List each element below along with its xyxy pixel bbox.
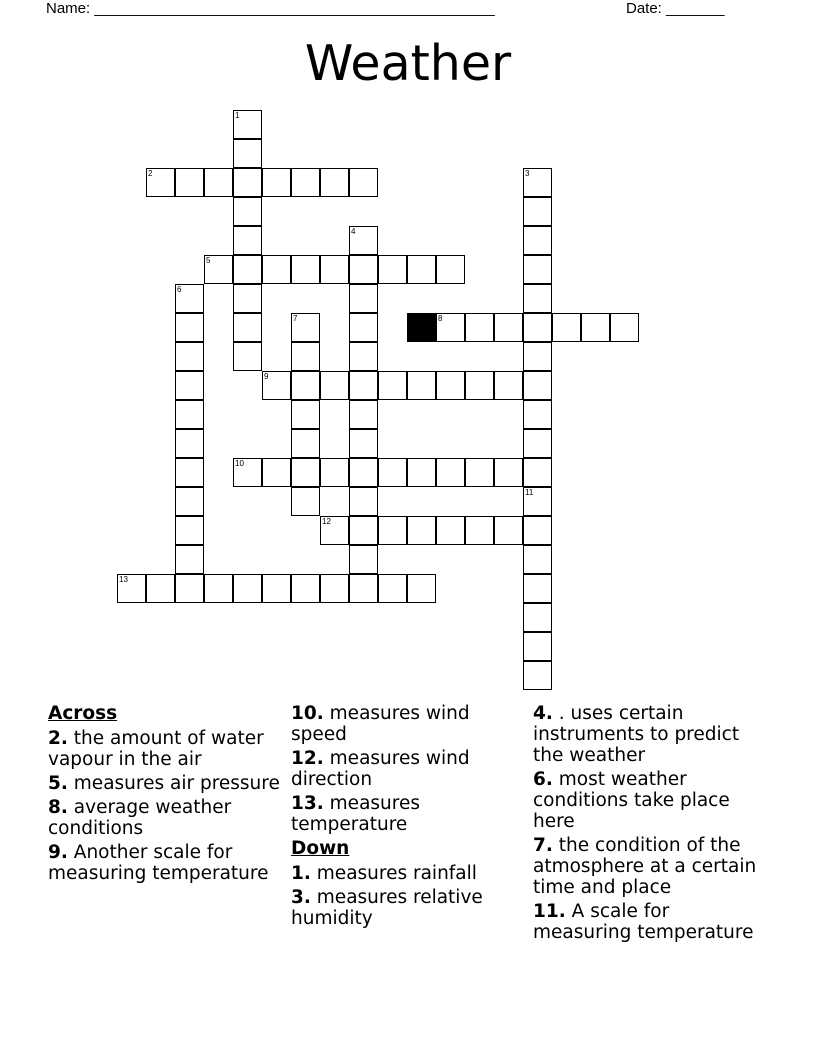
down-heading: Down [291,838,350,859]
grid-cell[interactable] [175,284,204,313]
grid-cell[interactable] [494,371,523,400]
grid-cell[interactable] [262,371,291,400]
clue-number: 12 [322,517,331,526]
clue-number: 8 [438,314,443,323]
grid-cell[interactable] [523,632,552,661]
grid-cell[interactable] [291,168,320,197]
date-field-label: Date: _______ [626,0,725,17]
grid-cell[interactable] [320,255,349,284]
grid-cell[interactable] [523,458,552,487]
grid-cell[interactable] [146,168,175,197]
grid-cell[interactable] [436,458,465,487]
grid-cell[interactable] [407,458,436,487]
clue-item [48,773,283,794]
grid-cell[interactable] [465,516,494,545]
grid-cell[interactable] [378,574,407,603]
clue-item [48,797,283,839]
grid-cell[interactable] [320,458,349,487]
grid-cell[interactable] [494,516,523,545]
clue-number-label: 9. [48,842,68,863]
grid-cell[interactable] [233,458,262,487]
grid-cell[interactable] [407,255,436,284]
clue-number: 2 [148,169,153,178]
grid-cell[interactable] [291,313,320,342]
clue-item [291,793,521,835]
clue-number-label: 11. [533,901,566,922]
clue-item [48,842,283,884]
grid-cell[interactable] [523,255,552,284]
clue-item [533,835,773,898]
clue-number-label: 5. [48,773,68,794]
grid-cell[interactable] [204,168,233,197]
grid-cell[interactable] [349,255,378,284]
grid-cell[interactable] [378,516,407,545]
grid-cell[interactable] [233,139,262,168]
grid-cell[interactable] [175,487,204,516]
clues-column-3 [533,703,773,946]
grid-cell[interactable] [233,226,262,255]
grid-cell[interactable] [291,487,320,516]
clue-number: 3 [525,169,530,178]
grid-cell[interactable] [378,458,407,487]
clue-item [533,901,773,943]
clue-number-label: 1. [291,863,311,884]
grid-cell[interactable] [494,313,523,342]
grid-cell[interactable] [204,574,233,603]
clue-text: A scale for measuring temperature [533,901,754,943]
grid-cell[interactable] [175,371,204,400]
grid-cell[interactable] [320,516,349,545]
grid-cell[interactable] [320,574,349,603]
clue-number: 10 [235,459,244,468]
clue-number-label: 4. [533,703,553,724]
clue-item [291,748,521,790]
grid-cell[interactable] [523,313,552,342]
grid-cell[interactable] [407,516,436,545]
grid-cell[interactable] [233,168,262,197]
grid-cell[interactable] [523,371,552,400]
grid-cell[interactable] [436,255,465,284]
grid-cell[interactable] [349,429,378,458]
grid-cell[interactable] [349,226,378,255]
grid-cell[interactable] [349,545,378,574]
grid-cell[interactable] [117,574,146,603]
grid-cell[interactable] [175,429,204,458]
clue-number-label: 6. [533,769,553,790]
grid-cell[interactable] [262,574,291,603]
grid-cell[interactable] [465,371,494,400]
across-heading: Across [48,703,118,724]
grid-cell[interactable] [320,371,349,400]
clue-text: measures temperature [291,793,420,835]
grid-cell[interactable] [552,313,581,342]
grid-cell[interactable] [523,516,552,545]
clue-text: average weather conditions [48,797,232,839]
grid-cell[interactable] [233,255,262,284]
grid-cell[interactable] [262,168,291,197]
grid-cell[interactable] [175,458,204,487]
clue-text: most weather conditions take place here [533,769,730,832]
clues-column-2 [291,703,521,932]
clue-text: measures relative humidity [291,887,483,929]
clue-number-label: 12. [291,748,324,769]
grid-cell[interactable] [175,545,204,574]
clue-number-label: 7. [533,835,553,856]
grid-block [407,313,436,342]
grid-cell[interactable] [291,342,320,371]
grid-cell[interactable] [175,400,204,429]
grid-cell[interactable] [407,574,436,603]
clue-text: measures air pressure [67,773,280,794]
clue-number-label: 3. [291,887,311,908]
clue-number: 7 [293,314,298,323]
grid-cell[interactable] [262,255,291,284]
grid-cell[interactable] [523,545,552,574]
grid-cell[interactable] [262,458,291,487]
clue-item [291,863,521,884]
grid-cell[interactable] [349,574,378,603]
grid-cell[interactable] [523,574,552,603]
clues-column-1 [48,703,283,887]
grid-cell[interactable] [523,226,552,255]
grid-cell[interactable] [436,516,465,545]
grid-cell[interactable] [175,342,204,371]
grid-cell[interactable] [349,284,378,313]
clue-item [48,728,283,770]
grid-cell[interactable] [175,168,204,197]
clue-text: measures wind speed [291,703,470,745]
grid-cell[interactable] [291,255,320,284]
grid-cell[interactable] [349,400,378,429]
clue-number: 5 [206,256,211,265]
grid-cell[interactable] [523,400,552,429]
grid-cell[interactable] [175,574,204,603]
grid-cell[interactable] [204,255,233,284]
grid-cell[interactable] [233,284,262,313]
clue-item [533,703,773,766]
grid-cell[interactable] [349,342,378,371]
grid-cell[interactable] [349,516,378,545]
clue-text: . uses certain instruments to predict the weather [533,703,740,766]
grid-cell[interactable] [291,400,320,429]
clue-text: Another scale for measuring temperature [48,842,269,884]
clue-number: 1 [235,111,240,120]
grid-cell[interactable] [523,661,552,690]
grid-cell[interactable] [523,197,552,226]
grid-cell[interactable] [291,371,320,400]
name-field-label: Name: ________________________________________________ [46,0,495,17]
clue-number-label: 10. [291,703,324,724]
grid-cell[interactable] [581,313,610,342]
grid-cell[interactable] [436,313,465,342]
grid-cell[interactable] [349,313,378,342]
clue-item [533,769,773,832]
clue-text: the condition of the atmosphere at a certain time and place [533,835,757,898]
grid-cell[interactable] [523,487,552,516]
clue-number-label: 8. [48,797,68,818]
grid-cell[interactable] [291,458,320,487]
grid-cell[interactable] [523,168,552,197]
clue-item [291,887,521,929]
grid-cell[interactable] [349,458,378,487]
clue-number: 4 [351,227,356,236]
grid-cell[interactable] [523,284,552,313]
grid-cell[interactable] [610,313,639,342]
grid-cell[interactable] [233,313,262,342]
grid-cell[interactable] [175,516,204,545]
grid-cell[interactable] [494,458,523,487]
grid-cell[interactable] [175,313,204,342]
grid-cell[interactable] [349,487,378,516]
grid-cell[interactable] [523,603,552,632]
grid-cell[interactable] [349,371,378,400]
page-title: Weather [304,35,512,92]
grid-cell[interactable] [465,313,494,342]
grid-cell[interactable] [233,110,262,139]
grid-cell[interactable] [523,429,552,458]
clue-item [291,703,521,745]
grid-cell[interactable] [233,197,262,226]
grid-cell[interactable] [436,371,465,400]
clue-text: measures wind direction [291,748,470,790]
clue-number: 11 [525,488,534,497]
grid-cell[interactable] [233,574,262,603]
grid-cell[interactable] [291,574,320,603]
grid-cell[interactable] [523,342,552,371]
grid-cell[interactable] [291,429,320,458]
clue-number: 6 [177,285,182,294]
clue-number-label: 13. [291,793,324,814]
grid-cell[interactable] [146,574,175,603]
clue-text: the amount of water vapour in the air [48,728,264,770]
clue-number: 9 [264,372,269,381]
grid-cell[interactable] [407,371,436,400]
clue-number: 13 [119,575,128,584]
grid-cell[interactable] [378,371,407,400]
grid-cell[interactable] [349,168,378,197]
grid-cell[interactable] [320,168,349,197]
clue-text: measures rainfall [310,863,477,884]
grid-cell[interactable] [378,255,407,284]
grid-cell[interactable] [233,342,262,371]
grid-cell[interactable] [465,458,494,487]
clue-number-label: 2. [48,728,68,749]
